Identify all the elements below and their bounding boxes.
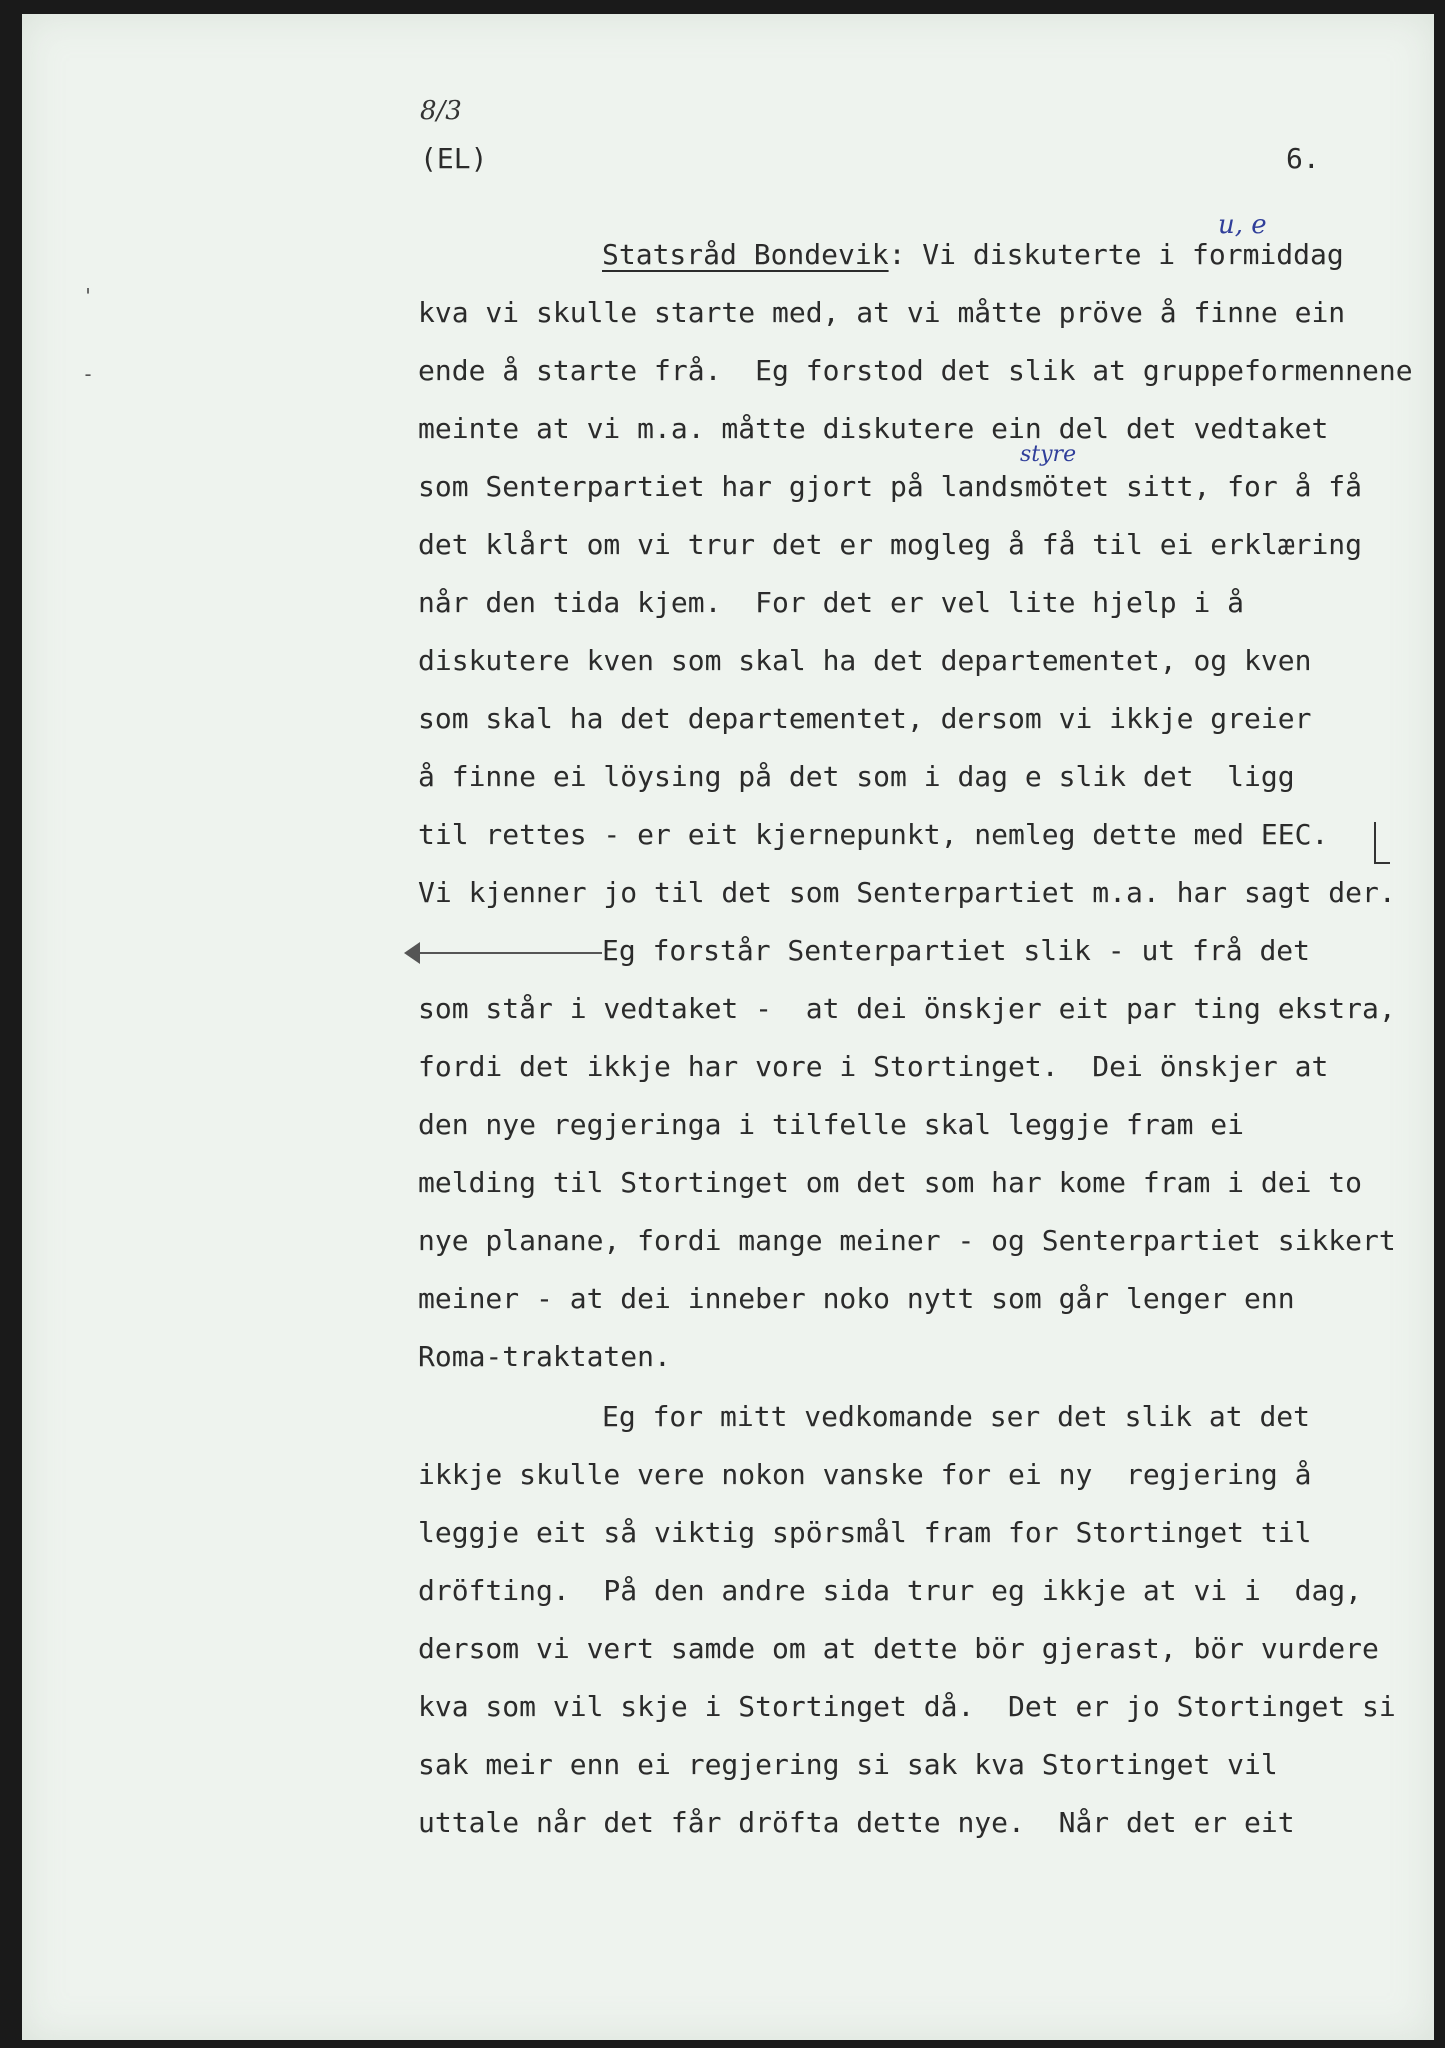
handwritten-insert-styre: styre [1020, 442, 1077, 467]
margin-arrow [412, 952, 602, 954]
text-line: melding til Stortinget om det som har kome fram i dei to [418, 1166, 1363, 1199]
text-line: som skal ha det departementet, dersom vi ikkje greier [418, 702, 1312, 735]
text-line: den nye regjeringa i tilfelle skal leggje fram ei [418, 1108, 1245, 1141]
margin-mark: - [82, 362, 95, 386]
text-line: dröfting. På den andre sida trur eg ikkje at vi i dag, [418, 1574, 1363, 1607]
margin-bracket [1374, 822, 1390, 864]
text-line: Eg for mitt vedkomande ser det slik at det [602, 1400, 1311, 1433]
text-line: som står i vedtaket - at dei önskjer eit par ting ekstra, [418, 992, 1396, 1025]
header-code: (EL) [420, 142, 488, 175]
text-line: dersom vi vert samde om at dette bör gjerast, bör vurdere [418, 1632, 1379, 1665]
text-line: når den tida kjem. For det er vel lite hjelp i å [418, 586, 1245, 619]
text-line: Roma-traktaten. [418, 1340, 671, 1373]
text-line: som Senterpartiet har gjort på landsmötet sitt, for å få [418, 470, 1363, 503]
document-page [22, 14, 1434, 2040]
page-number: 6. [1286, 142, 1320, 175]
text-line: ikkje skulle vere nokon vanske for ei ny regjering å [418, 1458, 1312, 1491]
text-line: nye planane, fordi mange meiner - og Senterpartiet sikkert [418, 1224, 1396, 1257]
margin-mark: ' [82, 284, 95, 308]
text-line: diskutere kven som skal ha det departementet, og kven [418, 644, 1312, 677]
speaker-line [602, 238, 1344, 271]
text-line: til rettes - er eit kjernepunkt, nemleg dette med EEC. [418, 818, 1329, 851]
speaker-line-rest: : Vi diskuterte i formiddag [888, 238, 1344, 271]
header-note-fraction: 8/3 [420, 96, 462, 126]
text-line: Eg forstår Senterpartiet slik - ut frå det [602, 934, 1311, 967]
text-line: leggje eit så viktig spörsmål fram for Stortinget til [418, 1516, 1312, 1549]
text-line: Vi kjenner jo til det som Senterpartiet m.a. har sagt der. [418, 876, 1396, 909]
handwritten-insert: u, e [1218, 210, 1267, 240]
text-line: kva som vil skje i Stortinget då. Det er jo Stortinget si [418, 1690, 1396, 1723]
text-line: meiner - at dei inneber noko nytt som går lenger enn [418, 1282, 1295, 1315]
text-line: ende å starte frå. Eg forstod det slik at gruppeformennene [418, 354, 1413, 387]
text-line: meinte at vi m.a. måtte diskutere ein del det vedtaket [418, 412, 1329, 445]
text-line: sak meir enn ei regjering si sak kva Stortinget vil [418, 1748, 1278, 1781]
text-line: uttale når det får dröfta dette nye. Når det er eit [418, 1806, 1295, 1839]
text-line: å finne ei löysing på det som i dag e slik det ligg [418, 760, 1295, 793]
speaker-name: Statsråd Bondevik [602, 238, 889, 271]
text-line: det klårt om vi trur det er mogleg å få til ei erklæring [418, 528, 1363, 561]
text-line: fordi det ikkje har vore i Stortinget. Dei önskjer at [418, 1050, 1329, 1083]
text-line: kva vi skulle starte med, at vi måtte pröve å finne ein [418, 296, 1346, 329]
